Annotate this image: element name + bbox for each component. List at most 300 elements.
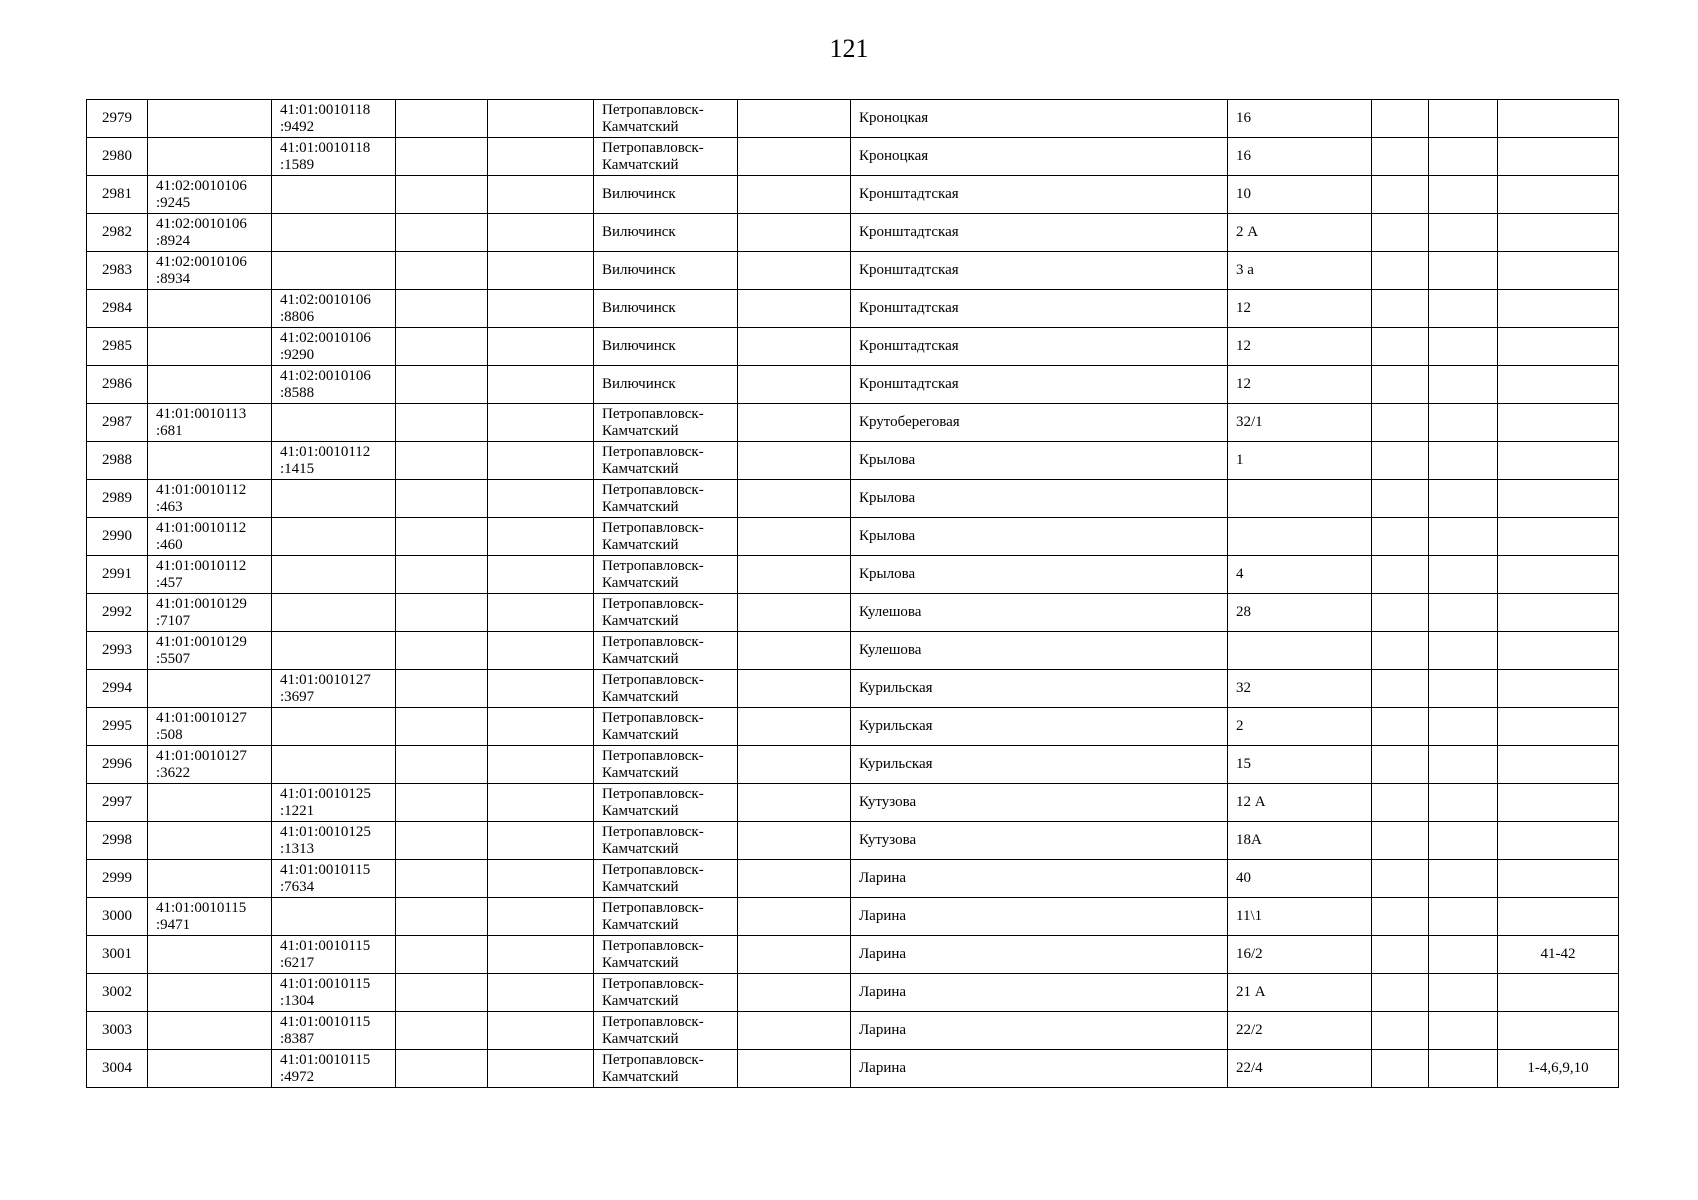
city-line: Петропавловск- <box>602 101 704 118</box>
cadastral-number-1-cell <box>148 822 272 860</box>
apartment-range-cell <box>1498 898 1619 936</box>
empty-cell-c <box>738 442 851 480</box>
empty-cell-a <box>396 556 488 594</box>
cadastral-number-1-line: 41:01:0010129 <box>156 633 247 650</box>
empty-cell-d <box>1372 518 1429 556</box>
cadastral-number-1-cell <box>148 252 272 290</box>
cadastral-number-2-line: 41:01:0010125 <box>280 785 371 802</box>
apartment-range-cell <box>1498 480 1619 518</box>
house-number-cell: 32 <box>1228 670 1372 708</box>
cadastral-number-2-line: 41:01:0010115 <box>280 975 371 992</box>
apartment-range-cell <box>1498 860 1619 898</box>
city-cell <box>594 328 738 366</box>
cadastral-number-2-suffix: :8806 <box>280 308 315 325</box>
empty-cell-b <box>488 746 594 784</box>
apartment-range-cell: 1-4,6,9,10 <box>1498 1050 1619 1088</box>
cadastral-number-1-cell <box>148 860 272 898</box>
empty-cell-a <box>396 898 488 936</box>
apartment-range-cell <box>1498 214 1619 252</box>
street-cell: Кроноцкая <box>851 100 1228 138</box>
table-row <box>87 860 1619 898</box>
city-line: Петропавловск- <box>602 557 704 574</box>
empty-cell-e <box>1429 556 1498 594</box>
city-line: Петропавловск- <box>602 899 704 916</box>
street-cell: Ларина <box>851 936 1228 974</box>
row-number-cell: 2989 <box>87 480 148 518</box>
empty-cell-e <box>1429 480 1498 518</box>
city-line: Петропавловск- <box>602 633 704 650</box>
cadastral-number-1-suffix: :457 <box>156 574 183 591</box>
table-row <box>87 366 1619 404</box>
cadastral-number-1-line: 41:01:0010113 <box>156 405 247 422</box>
cadastral-number-2-suffix: :9290 <box>280 346 315 363</box>
cadastral-number-1-cell <box>148 974 272 1012</box>
empty-cell-c <box>738 1012 851 1050</box>
cadastral-number-1-line: 41:01:0010112 <box>156 557 247 574</box>
row-number-cell: 2988 <box>87 442 148 480</box>
empty-cell-d <box>1372 670 1429 708</box>
street-cell: Ларина <box>851 860 1228 898</box>
street-cell: Ларина <box>851 1012 1228 1050</box>
empty-cell-c <box>738 746 851 784</box>
empty-cell-e <box>1429 404 1498 442</box>
row-number-cell: 2993 <box>87 632 148 670</box>
cadastral-number-2-cell <box>272 860 396 898</box>
cadastral-number-2-line: 41:01:0010118 <box>280 139 371 156</box>
row-number-cell: 2999 <box>87 860 148 898</box>
cadastral-number-2-suffix: :8588 <box>280 384 315 401</box>
empty-cell-b <box>488 404 594 442</box>
empty-cell-e <box>1429 100 1498 138</box>
city-cell <box>594 746 738 784</box>
city-line-2: Камчатский <box>602 916 679 933</box>
empty-cell-a <box>396 176 488 214</box>
cadastral-number-1-cell <box>148 328 272 366</box>
empty-cell-a <box>396 860 488 898</box>
empty-cell-c <box>738 252 851 290</box>
house-number-cell: 12 <box>1228 366 1372 404</box>
empty-cell-a <box>396 784 488 822</box>
city-line: Вилючинск <box>602 186 676 202</box>
table-row <box>87 898 1619 936</box>
empty-cell-a <box>396 518 488 556</box>
empty-cell-a <box>396 594 488 632</box>
cadastral-number-2-cell <box>272 290 396 328</box>
city-line: Петропавловск- <box>602 1051 704 1068</box>
empty-cell-c <box>738 366 851 404</box>
empty-cell-c <box>738 708 851 746</box>
cadastral-number-2-suffix: :1589 <box>280 156 315 173</box>
row-number-cell: 2986 <box>87 366 148 404</box>
city-cell <box>594 100 738 138</box>
cadastral-number-1-cell <box>148 176 272 214</box>
cadastral-number-2-line: 41:01:0010112 <box>280 443 371 460</box>
cadastral-number-1-suffix: :681 <box>156 422 183 439</box>
empty-cell-e <box>1429 214 1498 252</box>
cadastral-number-1-line: 41:02:0010106 <box>156 215 247 232</box>
city-cell <box>594 974 738 1012</box>
empty-cell-e <box>1429 290 1498 328</box>
cadastral-number-1-suffix: :9245 <box>156 194 191 211</box>
table-row <box>87 974 1619 1012</box>
cadastral-number-2-cell <box>272 366 396 404</box>
empty-cell-c <box>738 214 851 252</box>
cadastral-number-2-cell <box>272 404 396 442</box>
city-cell <box>594 1012 738 1050</box>
cadastral-number-1-suffix: :463 <box>156 498 183 515</box>
cadastral-number-1-cell <box>148 594 272 632</box>
house-number-cell: 28 <box>1228 594 1372 632</box>
city-cell <box>594 404 738 442</box>
cadastral-number-1-line: 41:02:0010106 <box>156 177 247 194</box>
empty-cell-c <box>738 138 851 176</box>
empty-cell-c <box>738 860 851 898</box>
apartment-range-cell <box>1498 176 1619 214</box>
city-cell <box>594 138 738 176</box>
empty-cell-e <box>1429 632 1498 670</box>
empty-cell-d <box>1372 214 1429 252</box>
row-number-cell: 2992 <box>87 594 148 632</box>
cadastral-number-2-suffix: :1221 <box>280 802 315 819</box>
city-line-2: Камчатский <box>602 1068 679 1085</box>
table-row <box>87 328 1619 366</box>
empty-cell-e <box>1429 138 1498 176</box>
city-line-2: Камчатский <box>602 422 679 439</box>
cadastral-number-2-suffix: :7634 <box>280 878 315 895</box>
cadastral-number-2-suffix: :4972 <box>280 1068 315 1085</box>
cadastral-number-2-line: 41:02:0010106 <box>280 329 371 346</box>
cadastral-number-1-cell <box>148 404 272 442</box>
row-number-cell: 2983 <box>87 252 148 290</box>
table-row <box>87 138 1619 176</box>
row-number-cell: 2979 <box>87 100 148 138</box>
empty-cell-d <box>1372 784 1429 822</box>
cadastral-number-1-line: 41:01:0010112 <box>156 481 247 498</box>
cadastral-number-2-suffix: :9492 <box>280 118 315 135</box>
street-cell: Крылова <box>851 480 1228 518</box>
table-row <box>87 404 1619 442</box>
row-number-cell: 3002 <box>87 974 148 1012</box>
row-number-cell: 3001 <box>87 936 148 974</box>
city-cell <box>594 936 738 974</box>
page-number: 121 <box>829 34 869 63</box>
house-number-cell: 16/2 <box>1228 936 1372 974</box>
cadastral-number-2-cell <box>272 100 396 138</box>
house-number-cell: 12 <box>1228 328 1372 366</box>
apartment-range-cell <box>1498 556 1619 594</box>
empty-cell-d <box>1372 1012 1429 1050</box>
row-number-cell: 3003 <box>87 1012 148 1050</box>
empty-cell-b <box>488 594 594 632</box>
empty-cell-c <box>738 290 851 328</box>
cadastral-number-1-cell <box>148 366 272 404</box>
empty-cell-d <box>1372 100 1429 138</box>
empty-cell-a <box>396 328 488 366</box>
cadastral-number-1-line: 41:01:0010127 <box>156 709 247 726</box>
city-cell <box>594 632 738 670</box>
empty-cell-c <box>738 784 851 822</box>
street-cell: Кроноцкая <box>851 138 1228 176</box>
cadastral-number-1-cell <box>148 632 272 670</box>
city-line: Петропавловск- <box>602 975 704 992</box>
table-row <box>87 252 1619 290</box>
city-cell <box>594 898 738 936</box>
empty-cell-d <box>1372 708 1429 746</box>
cadastral-number-1-cell <box>148 100 272 138</box>
city-cell <box>594 366 738 404</box>
empty-cell-b <box>488 480 594 518</box>
row-number-cell: 2991 <box>87 556 148 594</box>
empty-cell-e <box>1429 784 1498 822</box>
city-line: Вилючинск <box>602 376 676 392</box>
empty-cell-e <box>1429 366 1498 404</box>
registry-body <box>87 100 1619 1088</box>
cadastral-number-1-cell <box>148 936 272 974</box>
apartment-range-cell <box>1498 328 1619 366</box>
apartment-range-cell <box>1498 404 1619 442</box>
street-cell: Крылова <box>851 518 1228 556</box>
apartment-range-cell: 41-42 <box>1498 936 1619 974</box>
cadastral-number-2-suffix: :1313 <box>280 840 315 857</box>
city-line-2: Камчатский <box>602 460 679 477</box>
apartment-range-cell <box>1498 746 1619 784</box>
city-line-2: Камчатский <box>602 650 679 667</box>
city-line: Вилючинск <box>602 300 676 316</box>
empty-cell-b <box>488 708 594 746</box>
apartment-range-cell <box>1498 442 1619 480</box>
city-cell <box>594 518 738 556</box>
city-cell <box>594 290 738 328</box>
table-row <box>87 518 1619 556</box>
city-line: Петропавловск- <box>602 823 704 840</box>
street-cell: Кулешова <box>851 594 1228 632</box>
house-number-cell: 2 А <box>1228 214 1372 252</box>
city-line-2: Камчатский <box>602 954 679 971</box>
empty-cell-c <box>738 518 851 556</box>
apartment-range-cell <box>1498 670 1619 708</box>
empty-cell-e <box>1429 974 1498 1012</box>
address-registry-table <box>86 99 1619 1088</box>
empty-cell-a <box>396 746 488 784</box>
cadastral-number-2-cell <box>272 708 396 746</box>
house-number-cell: 1 <box>1228 442 1372 480</box>
row-number-cell: 2982 <box>87 214 148 252</box>
table-row <box>87 936 1619 974</box>
street-cell: Курильская <box>851 708 1228 746</box>
empty-cell-d <box>1372 632 1429 670</box>
house-number-cell: 12 <box>1228 290 1372 328</box>
row-number-cell: 2987 <box>87 404 148 442</box>
empty-cell-d <box>1372 746 1429 784</box>
house-number-cell: 22/4 <box>1228 1050 1372 1088</box>
empty-cell-d <box>1372 366 1429 404</box>
cadastral-number-2-cell <box>272 176 396 214</box>
empty-cell-b <box>488 442 594 480</box>
cadastral-number-2-cell <box>272 594 396 632</box>
empty-cell-e <box>1429 176 1498 214</box>
empty-cell-d <box>1372 176 1429 214</box>
cadastral-number-2-cell <box>272 746 396 784</box>
cadastral-number-2-cell <box>272 480 396 518</box>
row-number-cell: 2998 <box>87 822 148 860</box>
apartment-range-cell <box>1498 366 1619 404</box>
row-number-cell: 2985 <box>87 328 148 366</box>
table-row <box>87 442 1619 480</box>
city-line: Петропавловск- <box>602 785 704 802</box>
city-line: Петропавловск- <box>602 709 704 726</box>
table-row <box>87 176 1619 214</box>
city-cell <box>594 708 738 746</box>
city-line: Петропавловск- <box>602 519 704 536</box>
house-number-cell: 15 <box>1228 746 1372 784</box>
street-cell: Кронштадтская <box>851 176 1228 214</box>
empty-cell-a <box>396 1050 488 1088</box>
street-cell: Крылова <box>851 442 1228 480</box>
empty-cell-e <box>1429 328 1498 366</box>
cadastral-number-1-cell <box>148 1012 272 1050</box>
cadastral-number-2-line: 41:02:0010106 <box>280 291 371 308</box>
cadastral-number-1-cell <box>148 746 272 784</box>
empty-cell-e <box>1429 252 1498 290</box>
cadastral-number-1-suffix: :508 <box>156 726 183 743</box>
table-row <box>87 1012 1619 1050</box>
empty-cell-c <box>738 898 851 936</box>
street-cell: Ларина <box>851 974 1228 1012</box>
empty-cell-b <box>488 1050 594 1088</box>
cadastral-number-1-suffix: :460 <box>156 536 183 553</box>
apartment-range-cell <box>1498 252 1619 290</box>
cadastral-number-1-cell <box>148 670 272 708</box>
cadastral-number-1-cell <box>148 898 272 936</box>
apartment-range-cell <box>1498 594 1619 632</box>
cadastral-number-2-suffix: :3697 <box>280 688 315 705</box>
cadastral-number-2-cell <box>272 214 396 252</box>
city-cell <box>594 556 738 594</box>
empty-cell-d <box>1372 442 1429 480</box>
empty-cell-d <box>1372 974 1429 1012</box>
empty-cell-a <box>396 100 488 138</box>
empty-cell-c <box>738 404 851 442</box>
empty-cell-d <box>1372 290 1429 328</box>
apartment-range-cell <box>1498 784 1619 822</box>
street-cell: Кулешова <box>851 632 1228 670</box>
house-number-cell: 32/1 <box>1228 404 1372 442</box>
table-row <box>87 214 1619 252</box>
empty-cell-b <box>488 860 594 898</box>
cadastral-number-1-cell <box>148 556 272 594</box>
empty-cell-b <box>488 214 594 252</box>
apartment-range-cell <box>1498 1012 1619 1050</box>
table-row <box>87 670 1619 708</box>
city-line-2: Камчатский <box>602 764 679 781</box>
cadastral-number-1-cell <box>148 1050 272 1088</box>
city-cell <box>594 442 738 480</box>
empty-cell-b <box>488 1012 594 1050</box>
city-line-2: Камчатский <box>602 726 679 743</box>
city-line-2: Камчатский <box>602 840 679 857</box>
empty-cell-e <box>1429 594 1498 632</box>
cadastral-number-1-cell <box>148 214 272 252</box>
empty-cell-d <box>1372 328 1429 366</box>
cadastral-number-2-line: 41:01:0010115 <box>280 1051 371 1068</box>
cadastral-number-1-suffix: :7107 <box>156 612 191 629</box>
row-number-cell: 2996 <box>87 746 148 784</box>
city-line-2: Камчатский <box>602 574 679 591</box>
city-cell <box>594 822 738 860</box>
street-cell: Кутузова <box>851 822 1228 860</box>
table-row <box>87 746 1619 784</box>
street-cell: Кронштадтская <box>851 328 1228 366</box>
house-number-cell <box>1228 632 1372 670</box>
cadastral-number-1-cell <box>148 442 272 480</box>
cadastral-number-2-cell <box>272 442 396 480</box>
cadastral-number-1-cell <box>148 290 272 328</box>
cadastral-number-1-line: 41:01:0010127 <box>156 747 247 764</box>
empty-cell-b <box>488 784 594 822</box>
city-line-2: Камчатский <box>602 802 679 819</box>
empty-cell-d <box>1372 252 1429 290</box>
apartment-range-cell <box>1498 708 1619 746</box>
cadastral-number-2-line: 41:02:0010106 <box>280 367 371 384</box>
apartment-range-cell <box>1498 138 1619 176</box>
empty-cell-b <box>488 252 594 290</box>
empty-cell-a <box>396 404 488 442</box>
empty-cell-c <box>738 1050 851 1088</box>
empty-cell-c <box>738 328 851 366</box>
cadastral-number-1-suffix: :5507 <box>156 650 191 667</box>
cadastral-number-2-cell <box>272 822 396 860</box>
empty-cell-b <box>488 138 594 176</box>
table-row <box>87 1050 1619 1088</box>
cadastral-number-2-cell <box>272 898 396 936</box>
cadastral-number-2-line: 41:01:0010115 <box>280 937 371 954</box>
row-number-cell: 2997 <box>87 784 148 822</box>
city-line-2: Камчатский <box>602 612 679 629</box>
empty-cell-b <box>488 898 594 936</box>
empty-cell-c <box>738 974 851 1012</box>
city-cell <box>594 480 738 518</box>
cadastral-number-1-line: 41:01:0010112 <box>156 519 247 536</box>
house-number-cell: 16 <box>1228 138 1372 176</box>
cadastral-number-2-suffix: :1415 <box>280 460 315 477</box>
empty-cell-d <box>1372 404 1429 442</box>
cadastral-number-2-cell <box>272 138 396 176</box>
house-number-cell: 10 <box>1228 176 1372 214</box>
empty-cell-d <box>1372 898 1429 936</box>
city-line-2: Камчатский <box>602 498 679 515</box>
empty-cell-c <box>738 670 851 708</box>
house-number-cell: 40 <box>1228 860 1372 898</box>
cadastral-number-2-line: 41:01:0010118 <box>280 101 371 118</box>
cadastral-number-1-line: 41:01:0010115 <box>156 899 247 916</box>
empty-cell-b <box>488 366 594 404</box>
city-line-2: Камчатский <box>602 536 679 553</box>
cadastral-number-1-suffix: :9471 <box>156 916 191 933</box>
empty-cell-c <box>738 822 851 860</box>
apartment-range-cell <box>1498 518 1619 556</box>
street-cell: Курильская <box>851 670 1228 708</box>
cadastral-number-2-cell <box>272 936 396 974</box>
table-row <box>87 100 1619 138</box>
empty-cell-b <box>488 290 594 328</box>
empty-cell-c <box>738 556 851 594</box>
row-number-cell: 3000 <box>87 898 148 936</box>
empty-cell-d <box>1372 138 1429 176</box>
empty-cell-d <box>1372 936 1429 974</box>
street-cell: Кронштадтская <box>851 214 1228 252</box>
row-number-cell: 2984 <box>87 290 148 328</box>
city-cell <box>594 1050 738 1088</box>
